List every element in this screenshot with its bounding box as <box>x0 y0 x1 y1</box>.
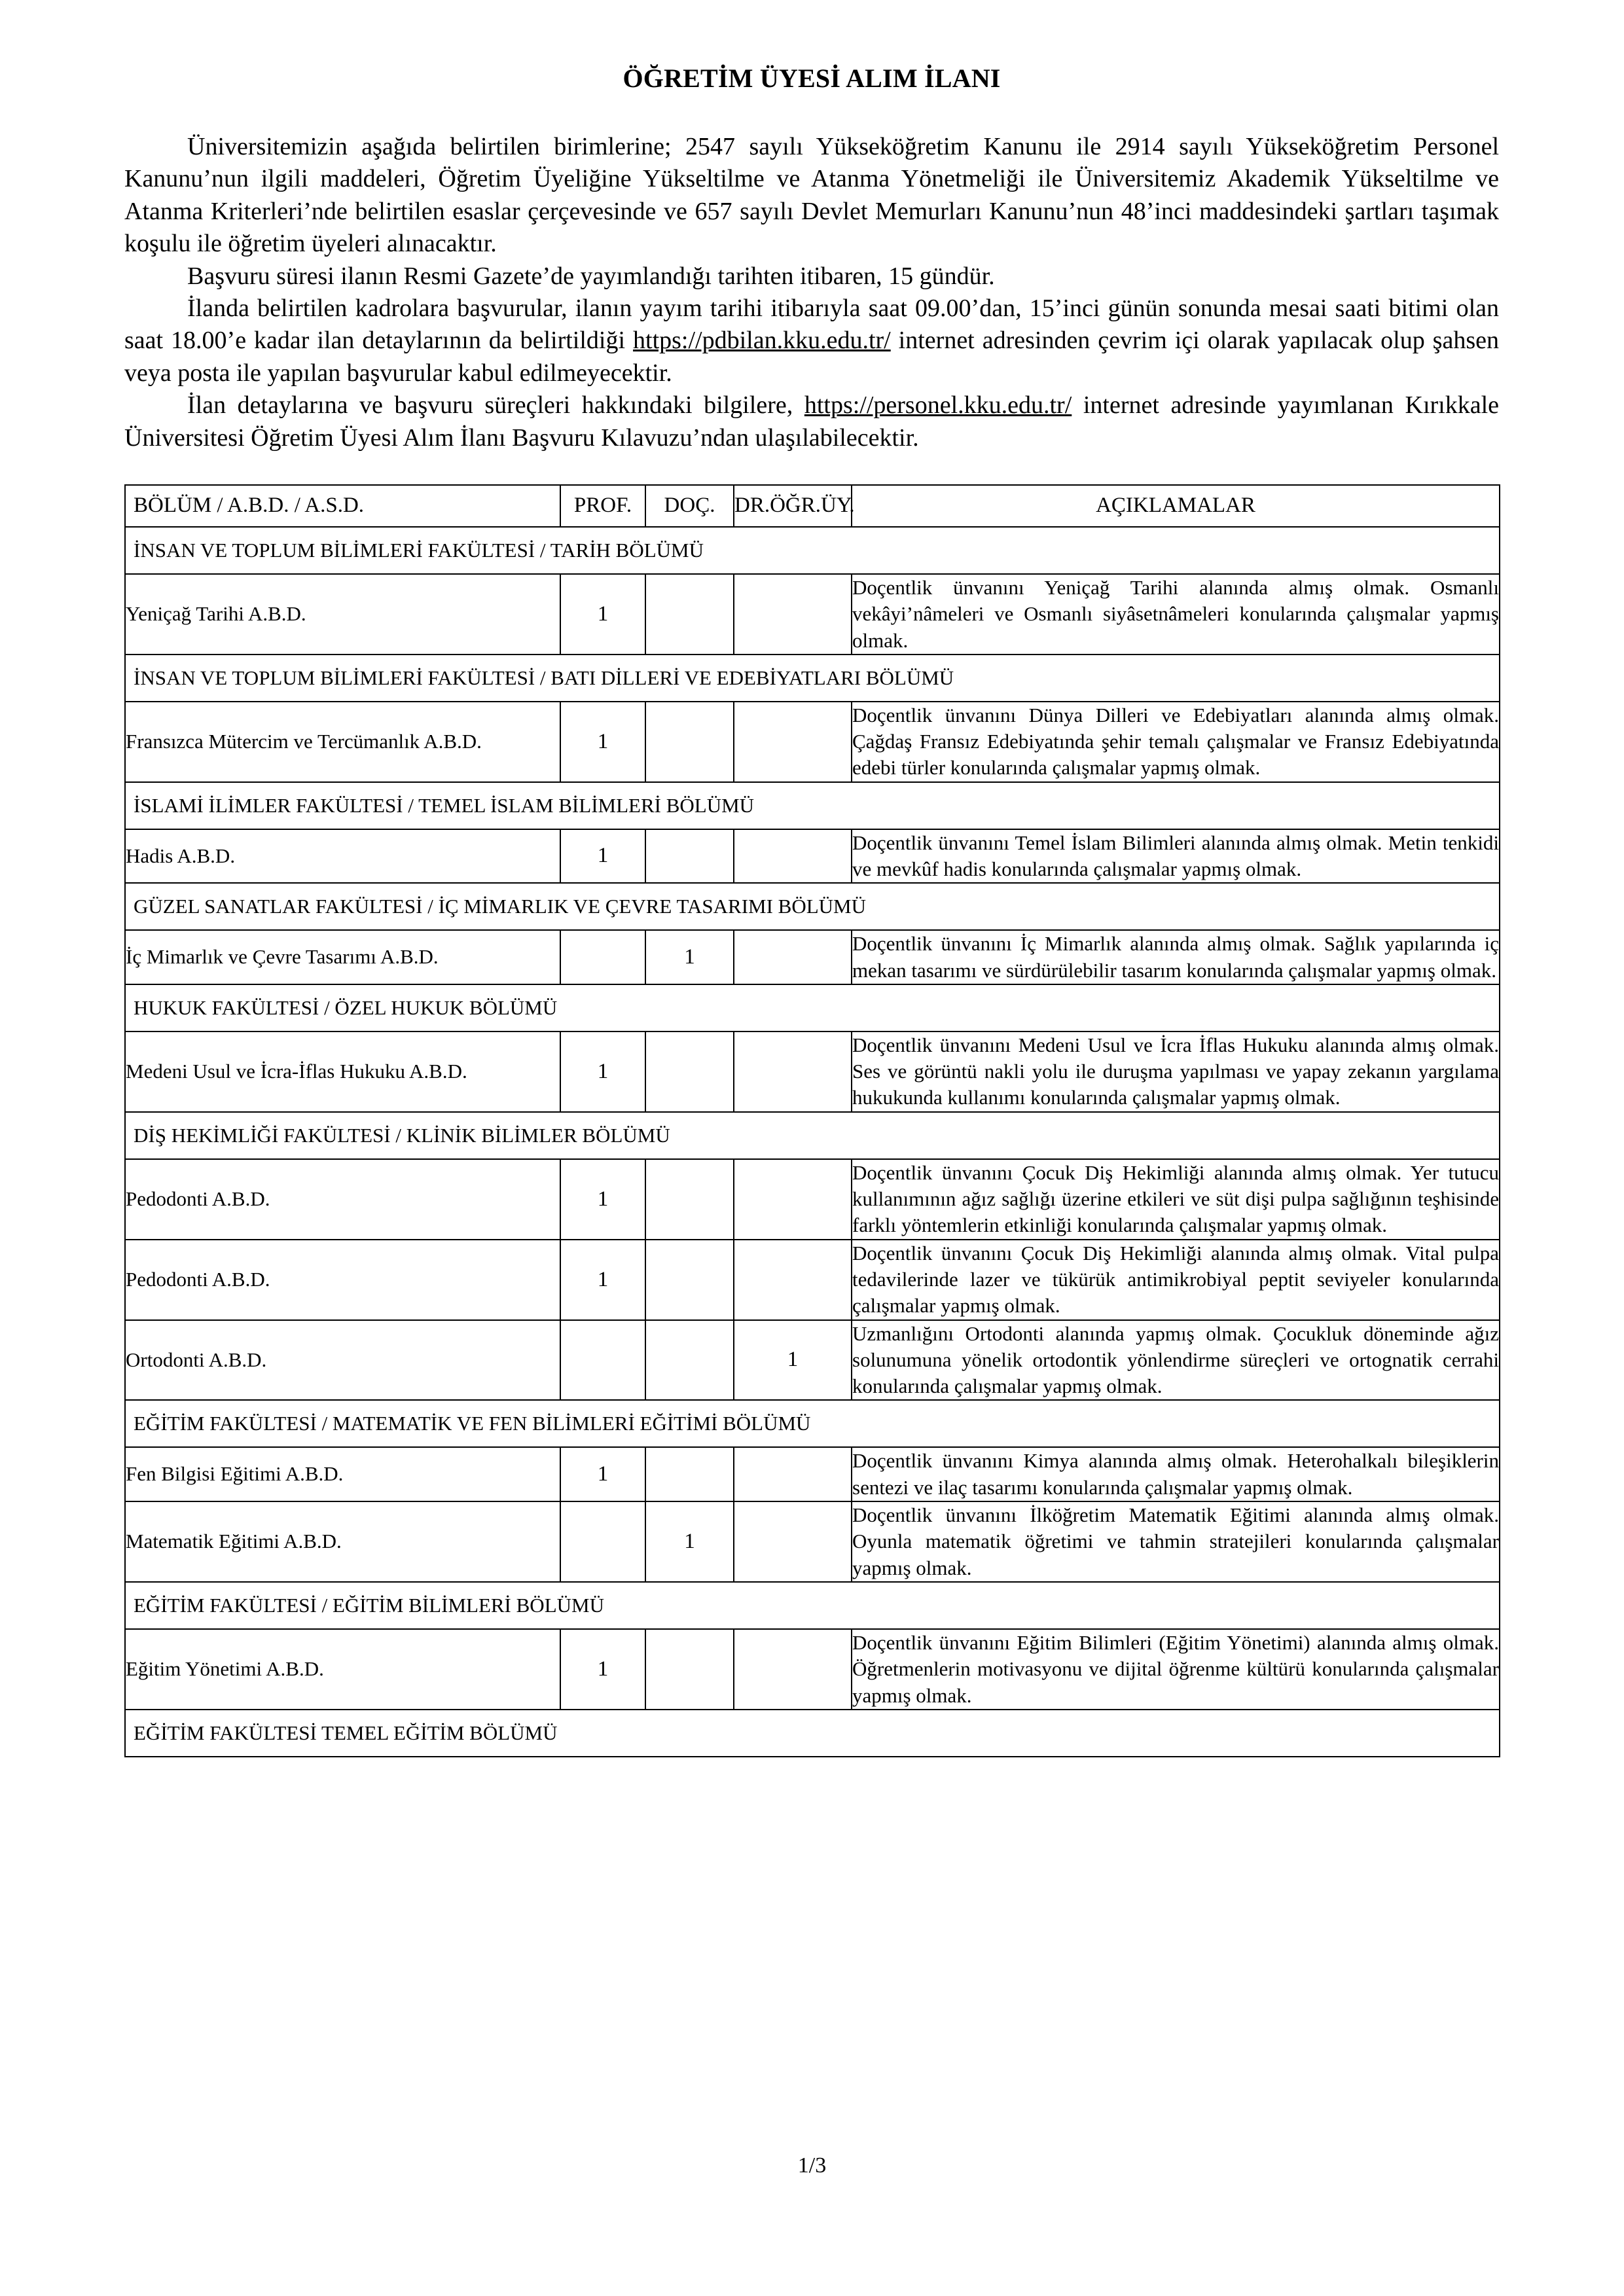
cell-unit: Eğitim Yönetimi A.B.D. <box>125 1629 560 1710</box>
cell-unit: İç Mimarlık ve Çevre Tasarımı A.B.D. <box>125 930 560 984</box>
cell-unit: Medeni Usul ve İcra-İflas Hukuku A.B.D. <box>125 1031 560 1112</box>
cell-count-drogr: 1 <box>734 1320 852 1401</box>
table-body <box>125 527 1500 1757</box>
cell-description: Uzmanlığını Ortodonti alanında yapmış olmak. Çocukluk döneminde ağız solunumuna yönelik ortodontik yönlendirme süreçleri ve ortognatik cerrahi konularında çalışmalar yapmış olmak. <box>852 1320 1500 1401</box>
cell-count-prof <box>560 930 645 984</box>
cell-count-prof: 1 <box>560 1159 645 1240</box>
cell-description: Doçentlik ünvanını Dünya Dilleri ve Edebiyatları alanında almış olmak. Çağdaş Fransız Edebiyatında şehir temalı çalışmalar ve Fransız Edebiyatında edebi türler konularında çalışmalar yapmış olmak. <box>852 702 1500 782</box>
cell-count-drogr <box>734 1501 852 1582</box>
cell-unit: Pedodonti A.B.D. <box>125 1159 560 1240</box>
cell-description: Doçentlik ünvanını Çocuk Diş Hekimliği alanında almış olmak. Yer tutucu kullanımının ağız sağlığı üzerine etkileri ve süt dişi pulpa sağlığının teşhisinde farklı yöntemlerin etkinliği konularında çalışmalar yapmış olmak. <box>852 1159 1500 1240</box>
cell-unit: Hadis A.B.D. <box>125 829 560 884</box>
cell-count-doc <box>645 574 734 655</box>
intro-p2-text: Başvuru süresi ilanın Resmi Gazete’de yayımlandığı tarihten itibaren, 15 gündür. <box>187 262 995 290</box>
column-header-aciklamalar: AÇIKLAMALAR <box>852 485 1500 527</box>
intro-p3-text-before: İlanda belirtilen kadrolara başvurular, ilanın yayım tarihi itibarıyla saat 09.00’dan, 15’inci günün sonunda mesai saati bitimi olan saat 18.00’e kadar ilan detaylarının da belirtildiği <box>124 294 1499 355</box>
faculty-section-title: GÜZEL SANATLAR FAKÜLTESİ / İÇ MİMARLIK VE ÇEVRE TASARIMI BÖLÜMÜ <box>125 883 1500 930</box>
faculty-section-row <box>125 527 1500 574</box>
faculty-section-title: İNSAN VE TOPLUM BİLİMLERİ FAKÜLTESİ / TARİH BÖLÜMÜ <box>125 527 1500 574</box>
faculty-section-row <box>125 1710 1500 1757</box>
table-row <box>125 574 1500 655</box>
intro-paragraph-4 <box>124 389 1499 454</box>
cell-unit: Pedodonti A.B.D. <box>125 1240 560 1320</box>
faculty-section-row <box>125 883 1500 930</box>
column-header-bolum: BÖLÜM / A.B.D. / A.S.D. <box>125 485 560 527</box>
column-header-drogr: DR.ÖĞR.ÜY. <box>734 485 852 527</box>
cell-unit: Fransızca Mütercim ve Tercümanlık A.B.D. <box>125 702 560 782</box>
table-row <box>125 1159 1500 1240</box>
cell-count-prof: 1 <box>560 702 645 782</box>
faculty-section-row <box>125 984 1500 1031</box>
cell-count-doc <box>645 1320 734 1401</box>
cell-description: Doçentlik ünvanını Medeni Usul ve İcra İflas Hukuku alanında almış olmak. Ses ve görüntü nakli yolu ile duruşma yapılması ve yapay zekanın yargılama hukukunda kullanımı konularında çalışmalar yapmış olmak. <box>852 1031 1500 1112</box>
cell-description: Doçentlik ünvanını Kimya alanında almış olmak. Heterohalkalı bileşiklerin sentezi ve ilaç tasarımı konularında çalışmalar yapmış olmak. <box>852 1447 1500 1501</box>
intro-paragraph-3 <box>124 293 1499 389</box>
cell-count-doc <box>645 1031 734 1112</box>
cell-count-drogr <box>734 1629 852 1710</box>
faculty-section-row <box>125 655 1500 702</box>
cell-count-doc <box>645 1629 734 1710</box>
faculty-section-title: İNSAN VE TOPLUM BİLİMLERİ FAKÜLTESİ / BATI DİLLERİ VE EDEBİYATLARI BÖLÜMÜ <box>125 655 1500 702</box>
column-header-prof: PROF. <box>560 485 645 527</box>
table-row <box>125 1629 1500 1710</box>
intro-paragraph-2 <box>124 260 1499 293</box>
cell-count-drogr <box>734 574 852 655</box>
faculty-section-title: İSLAMİ İLİMLER FAKÜLTESİ / TEMEL İSLAM BİLİMLERİ BÖLÜMÜ <box>125 782 1500 829</box>
faculty-section-title: DİŞ HEKİMLİĞİ FAKÜLTESİ / KLİNİK BİLİMLER BÖLÜMÜ <box>125 1112 1500 1159</box>
intro-p4-text-after: internet adresinde yayımlanan Kırıkkale Üniversitesi Öğretim Üyesi Alım İlanı Başvuru Kılavuzu’ndan ulaşılabilecektir. <box>124 391 1499 452</box>
cell-count-prof <box>560 1320 645 1401</box>
table-header <box>125 485 1500 527</box>
faculty-section-row <box>125 1400 1500 1447</box>
cell-description: Doçentlik ünvanını İlköğretim Matematik Eğitimi alanında almış olmak. Oyunla matematik öğretimi ve tahmin stratejileri konularında çalışmalar yapmış olmak. <box>852 1501 1500 1582</box>
faculty-section-row <box>125 1112 1500 1159</box>
cell-description: Doçentlik ünvanını Temel İslam Bilimleri alanında almış olmak. Metin tenkidi ve mevkûf hadis konularında çalışmalar yapmış olmak. <box>852 829 1500 884</box>
cell-count-doc <box>645 1159 734 1240</box>
cell-count-prof: 1 <box>560 1447 645 1501</box>
faculty-section-title: EĞİTİM FAKÜLTESİ / MATEMATİK VE FEN BİLİMLERİ EĞİTİMİ BÖLÜMÜ <box>125 1400 1500 1447</box>
page-title: ÖĞRETİM ÜYESİ ALIM İLANI <box>623 63 1001 93</box>
cell-count-drogr <box>734 930 852 984</box>
faculty-section-title: EĞİTİM FAKÜLTESİ / EĞİTİM BİLİMLERİ BÖLÜMÜ <box>125 1582 1500 1629</box>
cell-count-doc: 1 <box>645 1501 734 1582</box>
intro-p4-text-before: İlan detaylarına ve başvuru süreçleri hakkındaki bilgilere, <box>187 391 804 420</box>
cell-unit: Yeniçağ Tarihi A.B.D. <box>125 574 560 655</box>
document-content <box>124 63 1499 1757</box>
table-row <box>125 1240 1500 1320</box>
column-header-doc: DOÇ. <box>645 485 734 527</box>
cell-count-doc <box>645 1240 734 1320</box>
faculty-section-title: HUKUK FAKÜLTESİ / ÖZEL HUKUK BÖLÜMÜ <box>125 984 1500 1031</box>
cell-description: Doçentlik ünvanını Yeniçağ Tarihi alanında almış olmak. Osmanlı vekâyi’nâmeleri ve Osmanlı siyâsetnâmeleri konularında çalışmalar yapmış olmak. <box>852 574 1500 655</box>
cell-count-doc <box>645 702 734 782</box>
table-row <box>125 930 1500 984</box>
faculty-section-row <box>125 1582 1500 1629</box>
table-row <box>125 1501 1500 1582</box>
cell-count-drogr <box>734 1031 852 1112</box>
cell-unit: Fen Bilgisi Eğitimi A.B.D. <box>125 1447 560 1501</box>
cell-description: Doçentlik ünvanını İç Mimarlık alanında almış olmak. Sağlık yapılarında iç mekan tasarımı ve sürdürülebilir tasarım konularında çalışmalar yapmış olmak. <box>852 930 1500 984</box>
cell-count-prof: 1 <box>560 1031 645 1112</box>
cell-count-drogr <box>734 829 852 884</box>
cell-count-prof: 1 <box>560 574 645 655</box>
table-row <box>125 1447 1500 1501</box>
cell-unit: Matematik Eğitimi A.B.D. <box>125 1501 560 1582</box>
cell-count-prof <box>560 1501 645 1582</box>
cell-count-doc <box>645 1447 734 1501</box>
faculty-section-row <box>125 782 1500 829</box>
cell-count-drogr <box>734 1240 852 1320</box>
cell-unit: Ortodonti A.B.D. <box>125 1320 560 1401</box>
cell-count-prof: 1 <box>560 829 645 884</box>
intro-p1-text: Üniversitemizin aşağıda belirtilen birimlerine; 2547 sayılı Yükseköğretim Kanunu ile 2914 sayılı Yükseköğretim Personel Kanunu’nun ilgili maddeleri, Öğretim Üyeliğine Yükseltilme ve Atanma Yönetmeliği ile Üniversitemiz Akademik Yükseltilme ve Atanma Kriterleri’nde belirtilen esaslar çerçevesinde ve 657 sayılı Devlet Memurları Kanunu’nun 48’inci maddesindeki şartları taşımak koşulu ile öğretim üyeleri alınacaktır. <box>124 133 1499 258</box>
cell-count-drogr <box>734 1159 852 1240</box>
pdbilan-link[interactable]: https://pdbilan.kku.edu.tr/ <box>633 327 891 355</box>
table-row <box>125 1320 1500 1401</box>
intro-paragraph-1 <box>124 131 1499 260</box>
cell-count-doc: 1 <box>645 930 734 984</box>
table-header-row <box>125 485 1500 527</box>
table-row <box>125 829 1500 884</box>
intro-p3-text-after: internet adresinden çevrim içi olarak yapılacak olup şahsen veya posta ile yapılan başvurular kabul edilmeyecektir. <box>124 327 1499 387</box>
positions-table <box>124 484 1500 1757</box>
page-number-footer: 1/3 <box>797 2153 827 2178</box>
table-row <box>125 1031 1500 1112</box>
table-row <box>125 702 1500 782</box>
cell-description: Doçentlik ünvanını Eğitim Bilimleri (Eğitim Yönetimi) alanında almış olmak. Öğretmenlerin motivasyonu ve dijital öğrenme kültürü konularında çalışmalar yapmış olmak. <box>852 1629 1500 1710</box>
personel-link[interactable]: https://personel.kku.edu.tr/ <box>804 391 1072 420</box>
cell-count-drogr <box>734 702 852 782</box>
cell-description: Doçentlik ünvanını Çocuk Diş Hekimliği alanında almış olmak. Vital pulpa tedavilerinde lazer ve tükürük antimikrobiyal peptit seviyeler konularında çalışmalar yapmış olmak. <box>852 1240 1500 1320</box>
faculty-section-title: EĞİTİM FAKÜLTESİ TEMEL EĞİTİM BÖLÜMÜ <box>125 1710 1500 1757</box>
cell-count-prof: 1 <box>560 1240 645 1320</box>
cell-count-prof: 1 <box>560 1629 645 1710</box>
cell-count-doc <box>645 829 734 884</box>
cell-count-drogr <box>734 1447 852 1501</box>
